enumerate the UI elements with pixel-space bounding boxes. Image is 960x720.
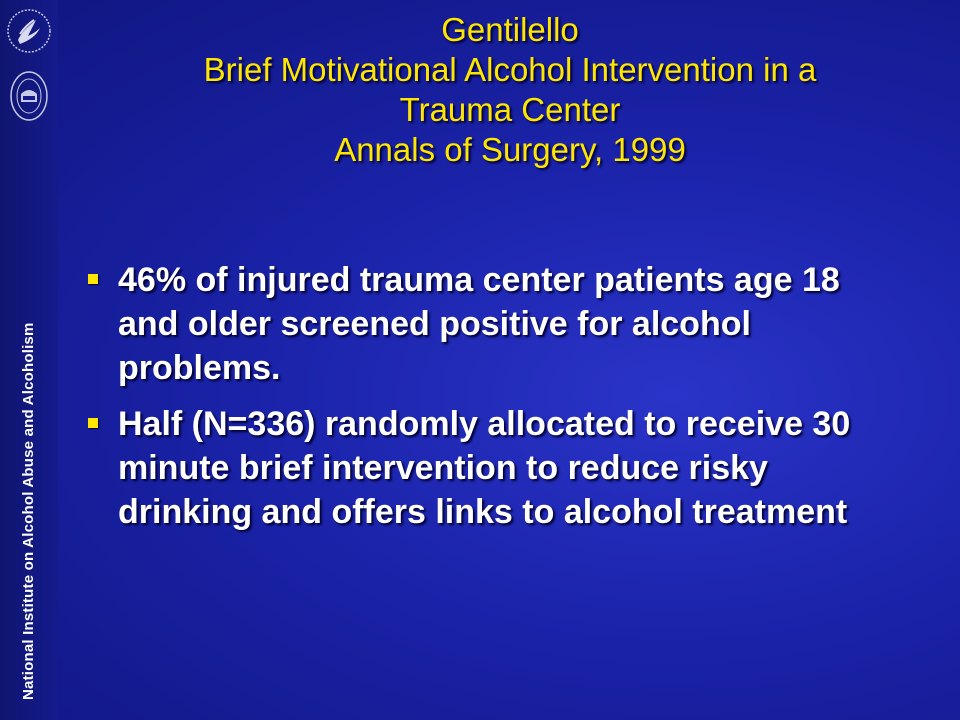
- bullet-text: Half (N=336) randomly allocated to receive 30 minute brief intervention to reduce risky drinking and offers links to alcohol treatment: [118, 405, 851, 531]
- title-line-study-cont: Trauma Center: [399, 91, 621, 128]
- title-line-study: Brief Motivational Alcohol Intervention in a: [203, 51, 817, 88]
- square-bullet-icon: [88, 274, 98, 284]
- bullet-list: [84, 258, 864, 546]
- organization-name: National Institute on Alcohol Abuse and Alcoholism: [20, 322, 37, 700]
- bullet-item: [84, 258, 864, 390]
- square-bullet-icon: [88, 418, 98, 428]
- slide-title: [60, 10, 960, 170]
- title-line-citation: Annals of Surgery, 1999: [334, 131, 686, 168]
- title-line-author: Gentilello: [441, 11, 579, 48]
- bullet-item: [84, 402, 864, 534]
- nih-seal-icon: [8, 68, 50, 124]
- sidebar: [0, 0, 58, 720]
- hhs-eagle-icon: [6, 6, 52, 56]
- bullet-text: 46% of injured trauma center patients age 18 and older screened positive for alcohol problems.: [118, 261, 840, 387]
